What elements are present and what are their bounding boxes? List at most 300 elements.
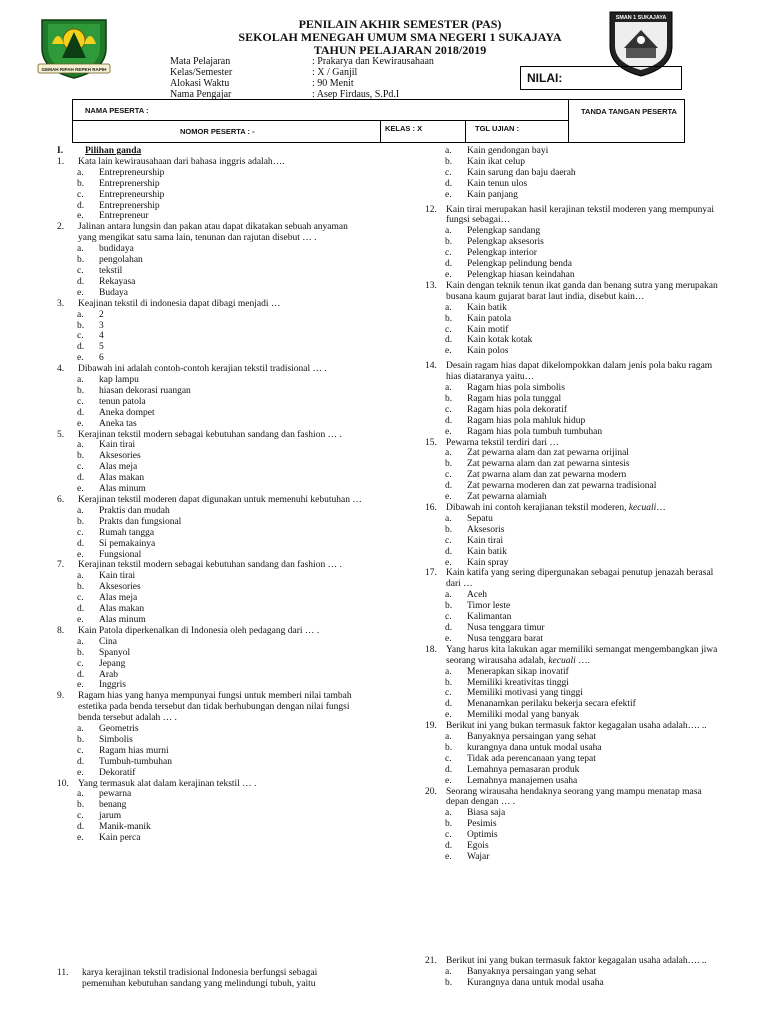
- option-text: Alas makan: [99, 604, 145, 615]
- question-text-main: Kain Patola diperkenalkan di Indonesia oleh pedagang dari … .: [78, 625, 320, 636]
- question-stem: [57, 779, 367, 790]
- option-text: Zat pewarna alamiah: [467, 492, 547, 503]
- answer-option[interactable]: [57, 593, 367, 604]
- question-text: [78, 222, 367, 244]
- option-text: Kain spray: [467, 557, 509, 568]
- option-text: hiasan dekorasi ruangan: [99, 385, 191, 396]
- question-item: [425, 205, 725, 281]
- option-letter: e.: [77, 549, 84, 560]
- question-text-main: Ragam hias yang hanya mempunyai fungsi untuk memberi nilai tambah estetika pada benda tersebut dan tidak berhubungan dengan nilai fungsi benda tersebut adalah … .: [78, 691, 352, 724]
- meta-label: Nama Pengajar: [170, 89, 232, 100]
- answer-option[interactable]: [425, 226, 725, 237]
- option-letter: c.: [77, 811, 84, 822]
- question-text: [78, 157, 367, 168]
- question-text: [446, 361, 725, 383]
- participant-name-field[interactable]: NAMA PESERTA :: [85, 106, 149, 115]
- answer-option[interactable]: [425, 179, 725, 190]
- option-text: kurangnya dana untuk modal usaha: [467, 742, 602, 753]
- answer-option[interactable]: [425, 314, 725, 325]
- option-text: Banyaknya persaingan yang sehat: [467, 966, 596, 977]
- option-text: Kain polos: [467, 346, 509, 357]
- question-number: 3.: [57, 298, 65, 309]
- option-letter: c.: [77, 658, 84, 669]
- answer-option[interactable]: [425, 492, 725, 503]
- answer-option[interactable]: [425, 303, 725, 314]
- answer-option[interactable]: [57, 571, 367, 582]
- question-number: 16.: [425, 503, 437, 513]
- option-letter: e.: [77, 287, 84, 298]
- question-text: [78, 779, 367, 790]
- option-letter: d.: [77, 473, 85, 484]
- answer-option[interactable]: [425, 481, 725, 492]
- option-text: benang: [99, 800, 127, 811]
- answer-option[interactable]: [425, 967, 725, 978]
- option-text: kap lampu: [99, 375, 139, 386]
- question-number: 19.: [425, 721, 437, 732]
- option-letter: c.: [445, 688, 452, 699]
- question-text: [78, 495, 367, 506]
- meta-value: : 90 Menit: [312, 78, 354, 89]
- answer-option[interactable]: [57, 517, 367, 528]
- option-letter: d.: [445, 178, 453, 189]
- answer-option[interactable]: [425, 168, 725, 179]
- option-text: Memiliki kreativitas tinggi: [467, 677, 569, 688]
- answer-option[interactable]: [57, 637, 367, 648]
- answer-option[interactable]: [57, 266, 367, 277]
- option-text: Spanyol: [99, 647, 131, 658]
- answer-option[interactable]: [57, 440, 367, 451]
- option-text: Wajar: [467, 852, 490, 862]
- option-letter: a.: [445, 666, 452, 677]
- meta-label: Alokasi Waktu: [170, 78, 230, 89]
- option-text: Ragam hias murni: [99, 745, 169, 756]
- question-number: 5.: [57, 429, 65, 440]
- option-text: jarum: [99, 811, 122, 822]
- question-text-emphasis: kecuali: [548, 655, 576, 666]
- west-java-emblem-logo: [34, 14, 114, 80]
- option-text: Praktis dan mudah: [99, 505, 170, 516]
- answer-option[interactable]: [57, 331, 367, 342]
- answer-option[interactable]: [57, 724, 367, 735]
- answer-option[interactable]: [57, 735, 367, 746]
- answer-option[interactable]: [57, 179, 367, 190]
- question-number: 15.: [425, 437, 437, 448]
- option-letter: e.: [77, 211, 84, 222]
- answer-option[interactable]: [57, 822, 367, 833]
- answer-option[interactable]: [57, 528, 367, 539]
- answer-option[interactable]: [57, 659, 367, 670]
- option-letter: a.: [445, 383, 452, 394]
- answer-option[interactable]: [425, 765, 725, 776]
- answer-option[interactable]: [425, 743, 725, 754]
- school-name: SEKOLAH MENEGAH UMUM SMA NEGERI 1 SUKAJAYA: [238, 30, 562, 44]
- answer-option[interactable]: [57, 397, 367, 408]
- option-text: Fungsional: [99, 549, 142, 560]
- option-letter: a.: [445, 966, 452, 977]
- answer-option[interactable]: [425, 699, 725, 710]
- signature-field[interactable]: TANDA TANGAN PESERTA: [581, 107, 677, 116]
- option-text: Ragam hias pola mahluk hidup: [467, 415, 586, 426]
- option-text: Manik-manik: [99, 822, 151, 833]
- option-letter: d.: [445, 699, 453, 710]
- answer-option[interactable]: [57, 375, 367, 386]
- class-field[interactable]: KELAS : X: [385, 124, 423, 133]
- answer-option[interactable]: [57, 310, 367, 321]
- answer-option[interactable]: [57, 321, 367, 332]
- question-text: [446, 956, 725, 967]
- question-stem: [425, 568, 725, 590]
- option-text: Inggris: [99, 680, 126, 691]
- question-text-main: Berikut ini yang bukan termasuk faktor kegagalan usaha adalah…. ..: [446, 956, 707, 966]
- answer-option[interactable]: [425, 525, 725, 536]
- answer-option[interactable]: [425, 558, 725, 569]
- answer-option[interactable]: [57, 244, 367, 255]
- question-item: [57, 364, 367, 429]
- answer-option[interactable]: [425, 667, 725, 678]
- answer-option[interactable]: [425, 405, 725, 416]
- answer-option[interactable]: [57, 451, 367, 462]
- answer-option[interactable]: [425, 819, 725, 830]
- option-text: Lemahnya manajemen usaha: [467, 775, 578, 786]
- answer-option[interactable]: [57, 211, 367, 222]
- question-item: [57, 430, 367, 495]
- question-text: [78, 299, 367, 310]
- question-stem: [425, 645, 725, 667]
- option-letter: b.: [445, 237, 453, 248]
- answer-option[interactable]: [425, 514, 725, 525]
- question-text-main: Yang termasuk alat dalam kerajinan tekstil … .: [78, 778, 257, 789]
- answer-option[interactable]: [57, 811, 367, 822]
- left-question-column: [57, 146, 367, 844]
- question-stem: [425, 721, 725, 732]
- option-text: Dekoratif: [99, 767, 136, 778]
- participant-number-field[interactable]: NOMOR PESERTA : -: [180, 127, 255, 136]
- answer-option[interactable]: [425, 776, 725, 787]
- option-text: Kain gendongan bayi: [467, 146, 549, 156]
- option-text: Kain ikat celup: [467, 156, 526, 167]
- option-text: Alas makan: [99, 473, 145, 484]
- option-letter: d.: [445, 415, 453, 426]
- option-text: Pelengkap sandang: [467, 226, 541, 237]
- question-text-main: Desain ragam hias dapat dikelompokkan dalam jenis pola baku ragam hias diataranya yaitu…: [446, 361, 713, 383]
- answer-option[interactable]: [425, 852, 725, 863]
- answer-option[interactable]: [57, 288, 367, 299]
- answer-option[interactable]: [425, 841, 725, 852]
- option-text: budidaya: [99, 244, 134, 255]
- question-text-emphasis: kecuali: [628, 503, 657, 513]
- option-text: 3: [99, 320, 104, 331]
- answer-option[interactable]: [425, 325, 725, 336]
- answer-option[interactable]: [425, 416, 725, 427]
- option-text: Entrepreneurship: [99, 167, 165, 178]
- answer-option[interactable]: [57, 277, 367, 288]
- option-text: 2: [99, 309, 104, 320]
- answer-option[interactable]: [57, 680, 367, 691]
- option-letter: b.: [77, 800, 85, 811]
- answer-option[interactable]: [425, 427, 725, 438]
- option-text: Alas meja: [99, 462, 138, 473]
- option-letter: b.: [77, 582, 85, 593]
- option-text: pengolahan: [99, 255, 143, 266]
- answer-option[interactable]: [57, 408, 367, 419]
- answer-option[interactable]: [425, 710, 725, 721]
- option-letter: e.: [445, 710, 452, 721]
- participant-table: [72, 99, 685, 143]
- question-text: [78, 560, 367, 571]
- question-text: [446, 787, 725, 809]
- answer-option[interactable]: [425, 237, 725, 248]
- option-letter: b.: [77, 320, 85, 331]
- option-text: Ragam hias pola dekoratif: [467, 404, 567, 415]
- option-text: Zat pewarna alam dan zat pewarna orijinal: [467, 448, 629, 459]
- answer-option[interactable]: [425, 146, 725, 157]
- question-text-main: Kerajinan tekstil moderen dapat digunakan untuk memenuhi kebutuhan …: [78, 495, 362, 505]
- option-letter: a.: [445, 513, 452, 524]
- answer-option[interactable]: [57, 670, 367, 681]
- question-number: 2.: [57, 222, 65, 233]
- answer-option[interactable]: [425, 270, 725, 281]
- question-number: 4.: [57, 364, 65, 375]
- question-text: [78, 364, 367, 375]
- option-text: Aneka tas: [99, 418, 137, 429]
- question-21: [425, 956, 725, 989]
- exam-date-field[interactable]: TGL UJIAN :: [475, 124, 520, 133]
- option-letter: b.: [77, 178, 85, 189]
- answer-option[interactable]: [425, 678, 725, 689]
- answer-option[interactable]: [57, 419, 367, 430]
- answer-option[interactable]: [57, 168, 367, 179]
- answer-option[interactable]: [57, 342, 367, 353]
- question-item: [57, 691, 367, 778]
- answer-option[interactable]: [57, 833, 367, 844]
- answer-option[interactable]: [57, 648, 367, 659]
- question-stem: [425, 787, 725, 809]
- question-item: [425, 503, 725, 568]
- option-text: Prakts dan fungsional: [99, 516, 182, 527]
- question-number: 12.: [425, 204, 437, 215]
- answer-option[interactable]: [57, 201, 367, 212]
- option-text: Alas minum: [99, 614, 146, 625]
- answer-option[interactable]: [57, 604, 367, 615]
- option-letter: e.: [445, 269, 452, 280]
- answer-option[interactable]: [425, 335, 725, 346]
- option-letter: c.: [77, 527, 84, 538]
- question-text: [78, 626, 367, 637]
- badge-school-name: SMAN 1 SUKAJAYA: [615, 15, 667, 21]
- question-number: 21.: [425, 956, 437, 966]
- answer-option[interactable]: [57, 190, 367, 201]
- question-text-main: Kain dengan teknik tenun ikat ganda dan benang sutra yang merupakan busana kaum gujarat barat laut india, disebut kain…: [446, 280, 718, 302]
- option-letter: a.: [77, 244, 84, 255]
- option-text: 5: [99, 342, 104, 353]
- option-letter: a.: [77, 309, 84, 320]
- answer-option[interactable]: [425, 601, 725, 612]
- question-text-main: Dibawah ini contoh kerajianan tekstil moderen,: [446, 503, 629, 513]
- answer-option[interactable]: [425, 634, 725, 645]
- question-stem: [57, 364, 367, 375]
- answer-option[interactable]: [57, 582, 367, 593]
- question-number: 9.: [57, 691, 65, 702]
- option-text: 4: [99, 331, 104, 342]
- answer-option[interactable]: [57, 353, 367, 364]
- answer-option[interactable]: [425, 688, 725, 699]
- answer-option[interactable]: [425, 459, 725, 470]
- answer-option[interactable]: [57, 255, 367, 266]
- answer-option[interactable]: [425, 536, 725, 547]
- option-letter: c.: [77, 331, 84, 342]
- option-letter: c.: [445, 612, 452, 623]
- option-letter: a.: [445, 448, 452, 459]
- section-title: Pilihan ganda: [85, 146, 142, 156]
- option-letter: b.: [445, 601, 453, 612]
- answer-option[interactable]: [425, 248, 725, 259]
- option-letter: d.: [77, 200, 85, 211]
- answer-option[interactable]: [425, 470, 725, 481]
- score-box: [520, 66, 682, 90]
- question-text-main: Seorang wirausaha hendaknya seorang yang mampu menatap masa depan dengan … .: [446, 786, 702, 808]
- option-text: Sepatu: [467, 513, 493, 524]
- question-item: [425, 568, 725, 644]
- question-text-main: Pewarna tekstil terdiri dari …: [446, 437, 559, 448]
- score-label: NILAI:: [527, 71, 563, 85]
- answer-option[interactable]: [57, 757, 367, 768]
- option-text: Kain tirai: [467, 535, 504, 546]
- answer-option[interactable]: [425, 754, 725, 765]
- question-text: [78, 691, 367, 724]
- answer-option[interactable]: [57, 550, 367, 561]
- option-letter: c.: [445, 324, 452, 335]
- option-letter: d.: [77, 822, 85, 833]
- answer-option[interactable]: [57, 484, 367, 495]
- option-text: Kain batik: [467, 546, 507, 557]
- answer-option[interactable]: [57, 768, 367, 779]
- option-letter: c.: [445, 470, 452, 481]
- meta-value: : X / Ganjil: [312, 67, 358, 78]
- option-text: Kain panjang: [467, 189, 518, 200]
- answer-option[interactable]: [57, 789, 367, 800]
- option-text: Zat pwarna alam dan zat pewarna modern: [467, 470, 627, 481]
- question-number: 11.: [57, 968, 69, 978]
- answer-option[interactable]: [57, 386, 367, 397]
- answer-option[interactable]: [57, 473, 367, 484]
- answer-option[interactable]: [425, 394, 725, 405]
- option-letter: c.: [77, 189, 84, 200]
- answer-option[interactable]: [425, 190, 725, 201]
- option-letter: a.: [77, 375, 84, 386]
- option-text: Timor leste: [467, 601, 511, 612]
- option-text: Ragam hias pola tumbuh tumbuhan: [467, 426, 603, 437]
- answer-option[interactable]: [425, 623, 725, 634]
- option-text: Biasa saja: [467, 808, 506, 819]
- option-text: Kain kotak kotak: [467, 335, 533, 346]
- option-letter: b.: [445, 677, 453, 688]
- option-letter: d.: [445, 546, 453, 557]
- question-number: 10.: [57, 778, 69, 789]
- answer-option[interactable]: [425, 590, 725, 601]
- question-stem: [57, 626, 367, 637]
- exam-meta: [170, 56, 542, 100]
- option-text: Kain tirai: [99, 440, 136, 451]
- question-number: 17.: [425, 568, 437, 579]
- answer-option[interactable]: [425, 383, 725, 394]
- question-text-main: Keajinan tekstil di indonesia dapat dibagi menjadi …: [78, 298, 281, 309]
- option-letter: d.: [445, 841, 453, 852]
- answer-option[interactable]: [57, 539, 367, 550]
- option-letter: b.: [77, 255, 85, 266]
- option-letter: a.: [77, 636, 84, 647]
- question-text: karya kerajinan tekstil tradisional Indonesia berfungsi sebagai pemenuhan kebutuhan sandang yang melindungi tubuh, yaitu: [82, 968, 318, 989]
- meta-value: : Prakarya dan Kewirausahaan: [312, 56, 434, 67]
- option-letter: e.: [77, 614, 84, 625]
- question-item: [57, 779, 367, 844]
- answer-option[interactable]: [425, 830, 725, 841]
- option-letter: d.: [77, 276, 85, 287]
- option-letter: c.: [77, 745, 84, 756]
- option-text: Optimis: [467, 830, 498, 841]
- option-letter: b.: [77, 734, 85, 745]
- answer-option[interactable]: [425, 732, 725, 743]
- option-text: Tidak ada perencanaan yang tepat: [467, 753, 596, 764]
- question-item: [425, 787, 725, 863]
- answer-option[interactable]: [425, 346, 725, 357]
- option-text: Pesimis: [467, 819, 497, 830]
- option-letter: d.: [77, 604, 85, 615]
- option-letter: a.: [445, 146, 452, 156]
- option-letter: e.: [77, 767, 84, 778]
- option-text: tenun patola: [99, 396, 146, 407]
- option-text: Aceh: [467, 590, 488, 601]
- answer-option[interactable]: [57, 615, 367, 626]
- option-letter: c.: [77, 462, 84, 473]
- answer-option[interactable]: [57, 506, 367, 517]
- option-letter: b.: [445, 459, 453, 470]
- option-text: Si pemakainya: [99, 538, 156, 549]
- answer-option[interactable]: [57, 746, 367, 757]
- option-letter: d.: [77, 756, 85, 767]
- option-letter: b.: [77, 647, 85, 658]
- answer-option[interactable]: [57, 800, 367, 811]
- option-letter: a.: [445, 590, 452, 601]
- answer-option[interactable]: [425, 612, 725, 623]
- option-text: Lemahnya pemasaran produk: [467, 764, 580, 775]
- question-stem: [425, 361, 725, 383]
- option-letter: e.: [445, 492, 452, 503]
- right-question-column: [425, 146, 725, 863]
- option-text: Tumbuh-tumbuhan: [99, 756, 173, 767]
- answer-option[interactable]: [425, 808, 725, 819]
- answer-option[interactable]: [425, 547, 725, 558]
- answer-option[interactable]: [425, 978, 725, 989]
- option-letter: e.: [77, 418, 84, 429]
- option-letter: e.: [77, 484, 84, 495]
- answer-option[interactable]: [425, 448, 725, 459]
- option-text: Ragam hias pola simbolis: [467, 383, 565, 394]
- answer-option[interactable]: [57, 462, 367, 473]
- option-letter: e.: [77, 353, 84, 364]
- question-text: [446, 205, 725, 227]
- option-letter: d.: [77, 538, 85, 549]
- logo-motto: GEMAH RIPAH REPEH RAPIH: [41, 67, 107, 72]
- answer-option[interactable]: [425, 259, 725, 270]
- option-text: Simbolis: [99, 734, 133, 745]
- option-letter: c.: [445, 248, 452, 259]
- option-text: Aneka dompet: [99, 407, 155, 418]
- answer-option[interactable]: [425, 157, 725, 168]
- option-text: Entreprenership: [99, 200, 160, 211]
- question-item: [57, 299, 367, 364]
- meta-row: [170, 56, 542, 67]
- question-11: [57, 968, 357, 990]
